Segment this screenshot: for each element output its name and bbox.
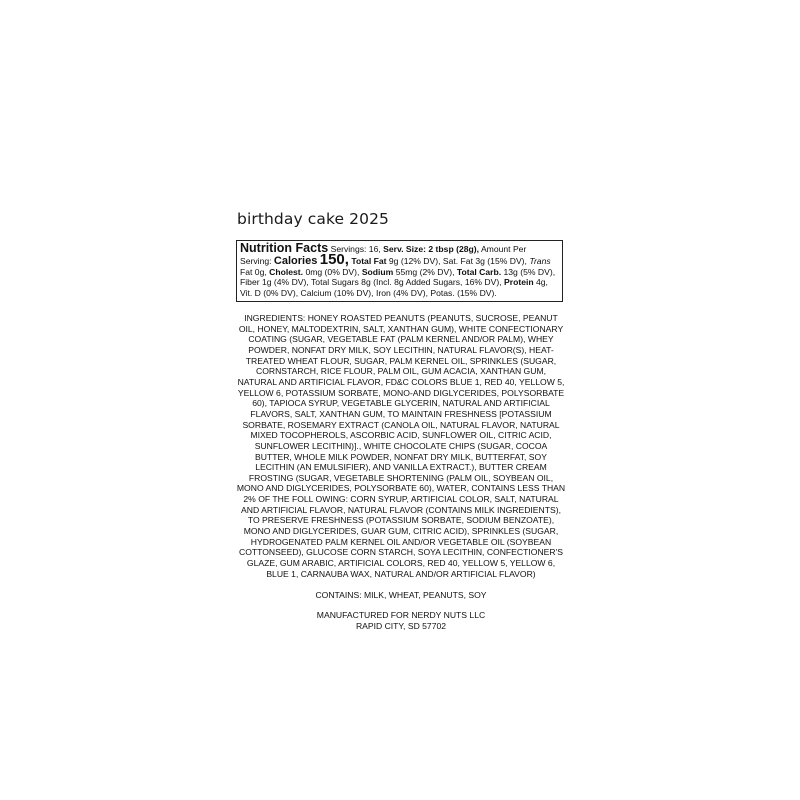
trans-fat-label: Trans <box>529 255 551 266</box>
protein-label: Protein <box>504 277 534 288</box>
cholesterol-label: Cholest. <box>269 266 304 277</box>
protein-value: 4g, Vit. D (0% DV), Calcium (10% DV), Iron (4% DV), Potas. (15% DV). <box>240 277 548 299</box>
manufacturer-name: MANUFACTURED FOR NERDY NUTS LLC <box>316 609 486 620</box>
cholesterol-value: 0mg (0% DV), <box>305 266 360 277</box>
product-label <box>236 210 566 631</box>
total-carb-label: Total Carb. <box>456 266 502 277</box>
product-title: birthday cake 2025 <box>237 210 390 228</box>
calories-label: Calories <box>273 254 318 267</box>
total-carb-value: 13g (5% DV), Fiber 1g (4% DV), Total Sugars 8g (Incl. 8g Added Sugars, 16% DV), <box>240 266 556 288</box>
ingredients-list: INGREDIENTS: HONEY ROASTED PEANUTS (PEANUTS, SUCROSE, PEANUT OIL, HONEY, MALTODEXTRIN, SALT, XANTHAN GUM), WHITE CONFECTIONARY COATING (SUGAR, VEGETABLE FAT (PALM KERNEL AND/OR PALM), WHEY POWDER, NONFAT DRY MILK, SOY LECITHIN, NATURAL FLAVOR(S), HEAT-TREATED WHEAT FLOUR, SUGAR, PALM KERNEL OIL, SPRINKLES (SUGAR, CORNSTARCH, RICE FLOUR, PALM OIL, GUM ACACIA, XANTHAN GUM, NATURAL AND ARTIFICIAL FLAVOR, FD&C COLORS BLUE 1, RED 40, YELLOW 5, YELLOW 6, POTASSIUM SORBATE, MONO-AND DIGLYCERIDES, POLYSORBATE 60), TAPIOCA SYRUP, VEGETABLE GLYCERIN, NATURAL AND ARTIFICIAL FLAVORS, SALT, XANTHAN GUM, TO MAINTAIN FRESHNESS [POTASSIUM SORBATE, ROSEMARY EXTRACT (CANOLA OIL, NATURAL FLAVOR, NATURAL MIXED TOCOPHEROLS, ASCORBIC ACID, SUNFLOWER OIL, CITRIC ACID, SUNFLOWER LECITHIN)]., WHITE CHOCOLATE CHIPS (SUGAR, COCOA BUTTER, WHOLE MILK POWDER, NONFAT DRY MILK, BUTTERFAT, SOY LECITHIN (AN EMULSIFIER), AND VANILLA EXTRACT.), BUTTER CREAM FROSTING (SUGAR, VEGETABLE SHORTENING (PALM OIL, SOYBEAN OIL, MONO AND DIGLYCERIDES, POLYSORBATE 60), WATER, CONTAINS LESS THAN 2% OF THE FOLL OWING: CORN SYRUP, ARTIFICIAL COLOR, SALT, NATURAL AND ARTIFICIAL FLAVOR, NATURAL FLAVOR (CONTAINS MILK INGREDIENTS), TO PRESERVE FRESHNESS (POTASSIUM SORBATE, SODIUM BENZOATE), MONO AND DIGLYCERIDES, GUAR GUM, CITRIC ACID), SPRINKLES (SUGAR, HYDROGENATED PALM KERNEL OIL AND/OR VEGETABLE OIL (SOYBEAN COTTONSEED), GLUCOSE CORN STARCH, SOYA LECITHIN, CONFECTIONER'S GLAZE, GUM ARABIC, ARTIFICIAL COLORS, RED 40, YELLOW 5, YELLOW 6, BLUE 1, CARNAUBA WAX, NATURAL AND/OR ARTIFICIAL FLAVOR) <box>236 312 566 579</box>
total-fat-value: 9g (12% DV), <box>388 255 441 266</box>
trans-fat-value: Fat 0g, <box>240 266 267 277</box>
manufacturer-info <box>236 610 566 631</box>
calories-value: 150, <box>319 250 349 268</box>
serving-size-value: 2 tbsp (28g), <box>428 244 480 254</box>
sodium-label: Sodium <box>361 266 394 277</box>
saturated-fat-text: Sat. Fat 3g (15% DV), <box>442 255 527 266</box>
manufacturer-address: RAPID CITY, SD 57702 <box>355 620 447 631</box>
total-fat-label: Total Fat <box>351 255 387 266</box>
servings-text: Servings: 16, <box>330 244 381 254</box>
amount-per-serving-text: Amount Per Serving: <box>240 244 527 266</box>
serving-size-label: Serv. Size: <box>383 244 426 254</box>
nutrition-facts-panel <box>236 240 563 302</box>
nutrition-facts-heading: Nutrition Facts <box>240 241 329 255</box>
allergen-statement: CONTAINS: MILK, WHEAT, PEANUTS, SOY <box>315 590 487 601</box>
sodium-value: 55mg (2% DV), <box>395 266 455 277</box>
